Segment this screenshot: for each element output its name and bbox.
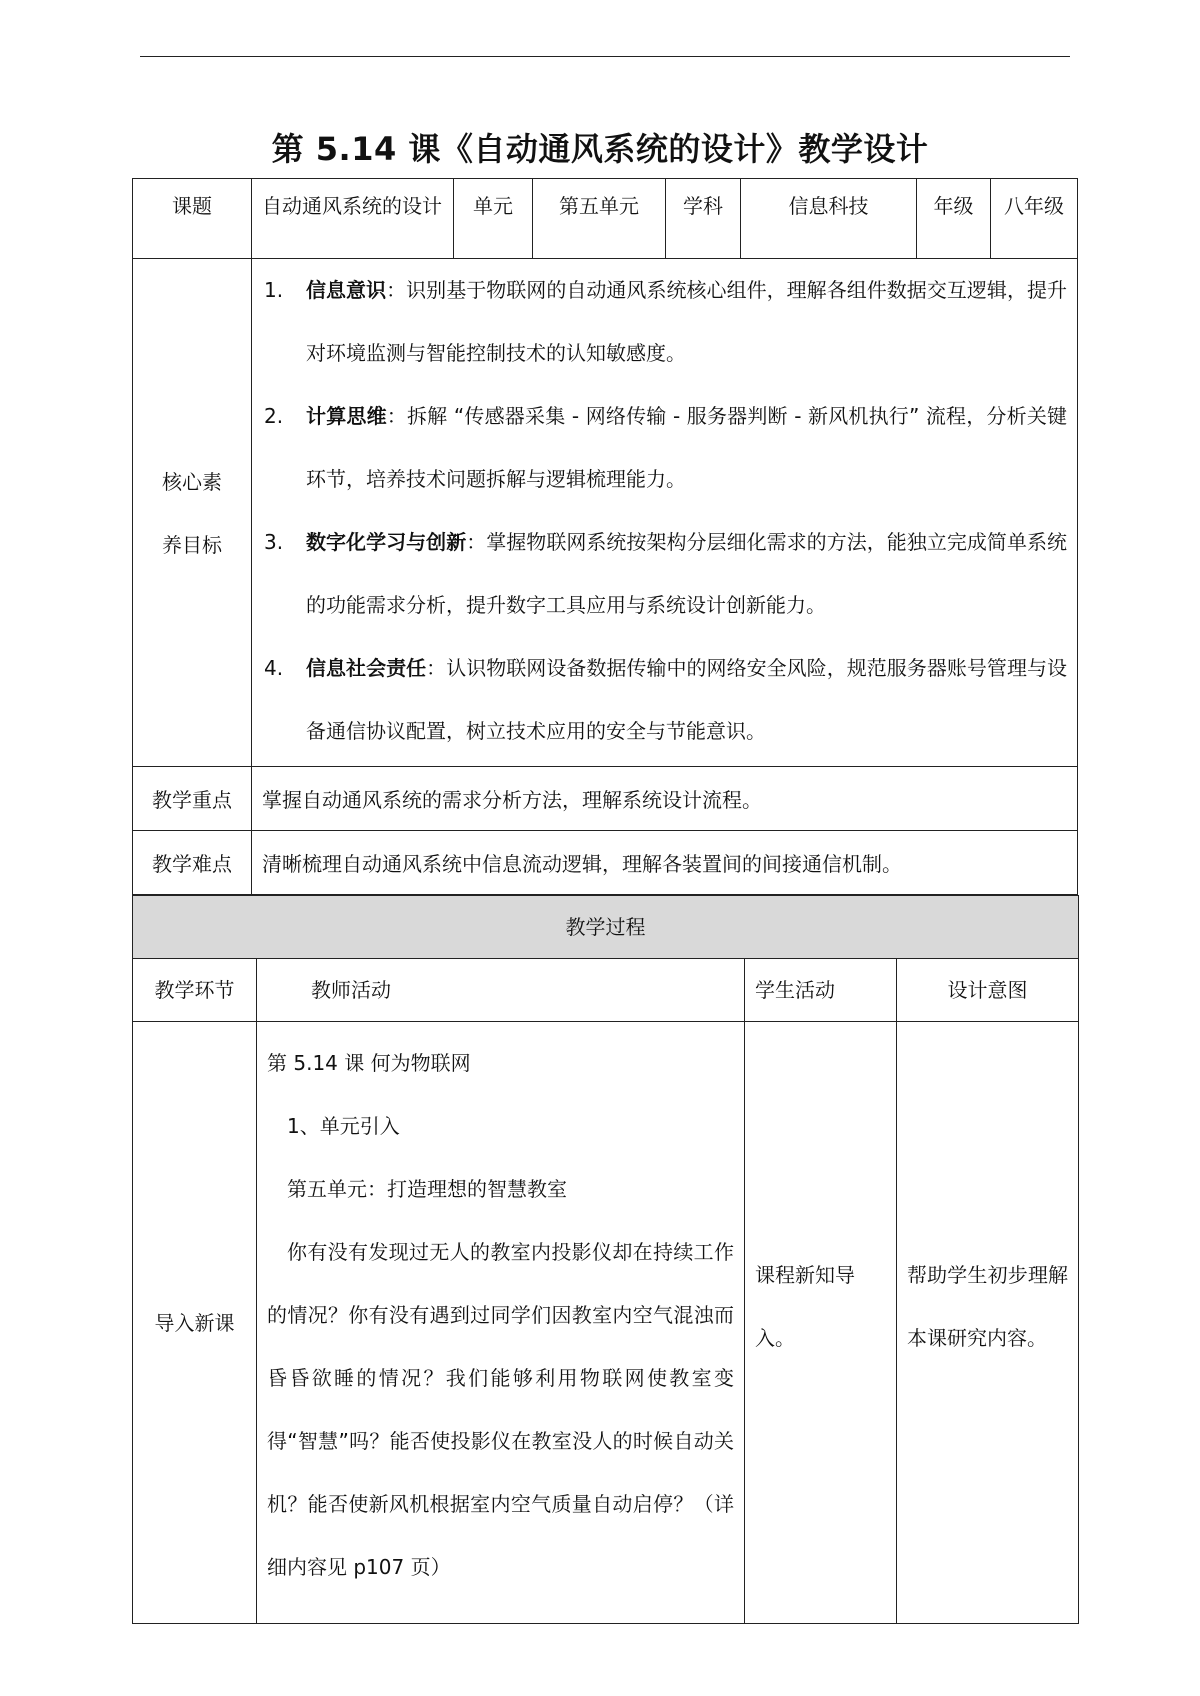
column-header-student: 学生活动 — [745, 959, 897, 1022]
goal-text: ：掌握物联网系统按架构分层细化需求的方法，能独立完成简单系统的功能需求分析，提升数字工具应用与系统设计创新能力。 — [306, 530, 1068, 617]
topic-label: 课题 — [133, 179, 252, 259]
unit-intro: 第五单元：打造理想的智慧教室 — [287, 1177, 567, 1201]
process-header-row — [133, 896, 1079, 959]
column-header-intent: 设计意图 — [897, 959, 1079, 1022]
goal-keyword: 信息意识 — [306, 278, 387, 302]
process-header: 教学过程 — [133, 896, 1079, 959]
goal-number: 4. — [264, 656, 284, 680]
core-goals-label-line1: 核心素 — [162, 469, 222, 494]
unit-value: 第五单元 — [533, 179, 666, 259]
subject-label: 学科 — [666, 179, 741, 259]
goal-item — [264, 511, 1067, 637]
student-activity-cell: 课程新知导入。 — [745, 1022, 897, 1624]
key-point-value: 掌握自动通风系统的需求分析方法，理解系统设计流程。 — [252, 767, 1078, 831]
difficulty-label: 教学难点 — [133, 831, 252, 895]
info-row — [133, 179, 1078, 259]
topic-value: 自动通风系统的设计 — [252, 179, 454, 259]
core-goals-row — [133, 259, 1078, 767]
key-point-label: 教学重点 — [133, 767, 252, 831]
goal-number: 1. — [264, 278, 284, 302]
core-goals-label-line2: 养目标 — [162, 532, 222, 557]
teacher-activity-cell — [257, 1022, 745, 1624]
column-header-row — [133, 959, 1079, 1022]
core-goals-content — [252, 259, 1078, 767]
column-header-teacher: 教师活动 — [257, 959, 745, 1022]
goal-item — [264, 259, 1067, 385]
grade-value: 八年级 — [991, 179, 1078, 259]
subject-value: 信息科技 — [741, 179, 917, 259]
goal-number: 2. — [264, 404, 284, 428]
goal-keyword: 信息社会责任 — [306, 656, 427, 680]
goal-text: ：认识物联网设备数据传输中的网络安全风险，规范服务器账号管理与设备通信协议配置，树立技术应用的安全与节能意识。 — [306, 656, 1068, 743]
goal-item — [264, 385, 1067, 511]
core-goals-list — [264, 259, 1067, 763]
document-title: 第 5.14 课《自动通风系统的设计》教学设计 — [271, 130, 929, 168]
goal-keyword: 数字化学习与创新 — [306, 530, 467, 554]
stage-cell: 导入新课 — [133, 1022, 257, 1624]
section-heading: 1、单元引入 — [287, 1114, 400, 1138]
column-header-stage: 教学环节 — [133, 959, 257, 1022]
key-point-row — [133, 767, 1078, 831]
goal-keyword: 计算思维 — [306, 404, 387, 428]
lesson-info-table — [132, 178, 1078, 895]
grade-label: 年级 — [917, 179, 991, 259]
goal-text: ：拆解 “传感器采集 - 网络传输 - 服务器判断 - 新风机执行” 流程，分析关键环节，培养技术问题拆解与逻辑梳理能力。 — [306, 404, 1068, 491]
lesson-heading: 第 5.14 课 何为物联网 — [267, 1051, 471, 1075]
table-row — [133, 1022, 1079, 1624]
teaching-process-table — [132, 895, 1079, 1624]
header-rule — [140, 56, 1070, 57]
difficulty-row — [133, 831, 1078, 895]
core-goals-label — [133, 259, 252, 767]
intro-paragraph: 你有没有发现过无人的教室内投影仪却在持续工作的情况？你有没有遇到过同学们因教室内空气混浊而昏昏欲睡的情况？我们能够利用物联网使教室变得“智慧”吗？能否使投影仪在教室没人的时候自动关机？能否使新风机根据室内空气质量自动启停？（详细内容见 p107 页） — [267, 1240, 734, 1579]
unit-label: 单元 — [454, 179, 533, 259]
difficulty-value: 清晰梳理自动通风系统中信息流动逻辑，理解各装置间的间接通信机制。 — [252, 831, 1078, 895]
goal-item — [264, 637, 1067, 763]
design-intent-cell: 帮助学生初步理解本课研究内容。 — [897, 1022, 1079, 1624]
goal-text: ：识别基于物联网的自动通风系统核心组件，理解各组件数据交互逻辑，提升对环境监测与智能控制技术的认知敏感度。 — [306, 278, 1068, 365]
goal-number: 3. — [264, 530, 284, 554]
